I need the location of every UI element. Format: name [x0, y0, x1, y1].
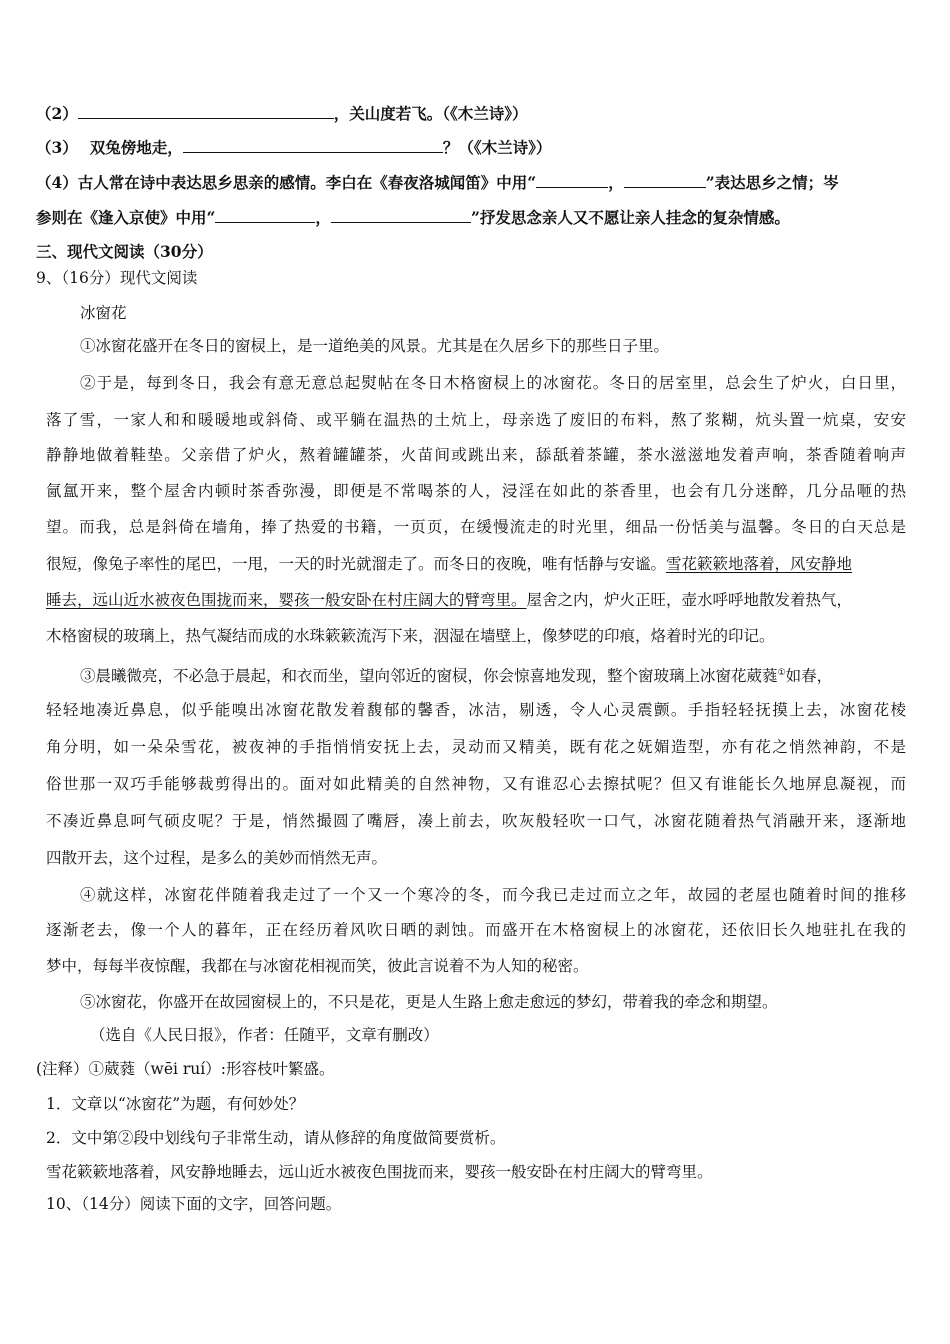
paragraph-3-line: 角分明，如一朵朵雪花，被夜神的手指悄悄安抚上去，灵动而又精美，既有花之妩媚造型，亦有花之悄然神韵，不是 [46, 738, 906, 756]
quoted-sentence: 雪花簌簌地落着，风安静地睡去，远山近水被夜色围拢而来，婴孩一般安卧在村庄阔大的臂弯里。 [46, 1163, 713, 1181]
fill-item-3 [36, 136, 551, 159]
paragraph-3-line: 不凑近鼻息呵气硕皮呢？于是，悄然撮圆了嘴唇，凑上前去，吹灰般轻吹一口气，冰窗花随着热气消融开来，逐渐地 [46, 812, 906, 830]
paragraph-2-line: ②于是，每到冬日，我会有意无意总起熨帖在冬日木格窗棂上的冰窗花。冬日的居室里，总会生了炉火，白日里， [80, 374, 906, 392]
item-text: ”表达思乡之情；岑 [705, 173, 839, 192]
paragraph-2-line: 静静地做着鞋垫。父亲借了炉火，熬着罐罐茶，火苗间或跳出来，舔舐着茶罐，茶水滋滋地发着声响，茶香随着响声 [46, 446, 906, 464]
article-title: 冰窗花 [80, 304, 127, 322]
item-text: （4）古人常在诗中表达思乡思亲的感情。李白在《春夜洛城闻笛》中用“ [36, 173, 537, 192]
item-number: （2） [36, 104, 78, 123]
paragraph-2-line: 望。而我，总是斜倚在墙角，捧了热爱的书籍，一页页，在缓慢流走的时光里，细品一份恬美与温馨。冬日的白天总是 [46, 518, 906, 536]
section-heading: 三、现代文阅读（30分） [36, 242, 213, 261]
source-citation: （选自《人民日报》，作者：任随平，文章有删改） [90, 1026, 439, 1044]
answer-blank[interactable] [215, 206, 315, 223]
paragraph-text: 很短，像兔子率性的尾巴，一甩，一天的时光就溜走了。而冬日的夜晚，唯有恬静与安谧。 [46, 555, 667, 573]
footnote-marker: ① [777, 668, 786, 678]
paragraph-text: ③晨曦微亮，不必急于晨起，和衣而坐，望向邻近的窗棂，你会惊喜地发现，整个窗玻璃上冰窗花葳蕤 [80, 667, 778, 686]
paragraph-2-line: 木格窗棂的玻璃上，热气凝结而成的水珠簌簌流泻下来，洇湿在墙壁上，像梦呓的印痕，烙着时光的印记。 [46, 627, 775, 645]
item-text-pre: 双兔傍地走， [89, 138, 183, 157]
sub-question-2: 2．文中第②段中划线句子非常生动，请从修辞的角度做简要赏析。 [46, 1129, 506, 1147]
item-text: ，关山度若飞。（《木兰诗》） [333, 104, 528, 123]
paragraph-3-line: 四散开去，这个过程，是多么的美妙而悄然无声。 [46, 849, 388, 867]
answer-blank[interactable] [183, 136, 443, 153]
item-number: （3） [36, 138, 78, 157]
paragraph-4-line: 逐渐老去，像一个人的暮年，正在经历着风吹日晒的剥蚀。而盛开在木格窗棂上的冰窗花，还依旧长久地驻扎在我的 [46, 921, 906, 939]
paragraph-1: ①冰窗花盛开在冬日的窗棂上，是一道绝美的风景。尤其是在久居乡下的那些日子里。 [80, 337, 670, 355]
comma: ， [608, 173, 624, 192]
comma: ， [315, 208, 331, 227]
paragraph-4-line: 梦中，每每半夜惊醒，我都在与冰窗花相视而笑，彼此言说着不为人知的秘密。 [46, 957, 589, 975]
paragraph-2-line [46, 589, 852, 611]
paragraph-text: 如春， [785, 667, 833, 686]
item-text: ”抒发思念亲人又不愿让亲人挂念的复杂情感。 [470, 208, 790, 227]
paragraph-2-line [46, 553, 852, 575]
footnote: (注释）①葳蕤（wēi ruí）:形容枝叶繁盛。 [36, 1060, 335, 1078]
question-header: 9、（16分）现代文阅读 [36, 269, 198, 287]
item-text: 参则在《逢入京使》中用“ [36, 208, 216, 227]
item-text-post: ？（《木兰诗》） [442, 138, 552, 157]
paragraph-2-line: 氤氲开来，整个屋舍内顿时茶香弥漫，即便是不常喝茶的人，浸淫在如此的茶香里，也会有几分迷醉，几分品咂的热 [46, 482, 906, 500]
fill-item-4-line2 [36, 206, 790, 229]
question-header: 10、（14分）阅读下面的文字，回答问题。 [46, 1195, 342, 1213]
fill-item-2 [36, 102, 528, 125]
answer-blank[interactable] [624, 171, 706, 188]
answer-blank[interactable] [536, 171, 608, 188]
answer-blank[interactable] [331, 206, 471, 223]
underlined-sentence: 睡去，远山近水被夜色围拢而来，婴孩一般安卧在村庄阔大的臂弯里。 [46, 591, 527, 609]
paragraph-2-line: 落了雪，一家人和和暖暖地或斜倚、或平躺在温热的土炕上，母亲选了废旧的布料，熬了浆糊，炕头置一炕桌，安安 [46, 411, 906, 429]
fill-item-4-line1 [36, 171, 839, 194]
answer-blank[interactable] [78, 102, 334, 119]
paragraph-3-line: 轻轻地凑近鼻息，似乎能嗅出冰窗花散发着馥郁的馨香，冰洁，剔透，令人心灵震颤。手指轻轻抚摸上去，冰窗花棱 [46, 701, 906, 719]
sub-question-1: 1．文章以“冰窗花”为题，有何妙处？ [46, 1095, 305, 1113]
paragraph-text: 屋舍之内，炉火正旺，壶水呼呼地散发着热气， [526, 591, 853, 609]
paragraph-5: ⑤冰窗花，你盛开在故园窗棂上的，不只是花，更是人生路上愈走愈远的梦幻，带着我的牵念和期望。 [80, 993, 778, 1011]
paragraph-3-line: 俗世那一双巧手能够裁剪得出的。面对如此精美的自然神物，又有谁忍心去擦拭呢？但又有谁能长久地屏息凝视，而 [46, 775, 906, 793]
underlined-sentence: 雪花簌簌地落着，风安静地 [666, 555, 853, 573]
paragraph-4-line: ④就这样，冰窗花伴随着我走过了一个又一个寒冷的冬，而今我已走过而立之年，故园的老屋也随着时间的推移 [80, 886, 906, 904]
paragraph-3-line [80, 662, 832, 687]
